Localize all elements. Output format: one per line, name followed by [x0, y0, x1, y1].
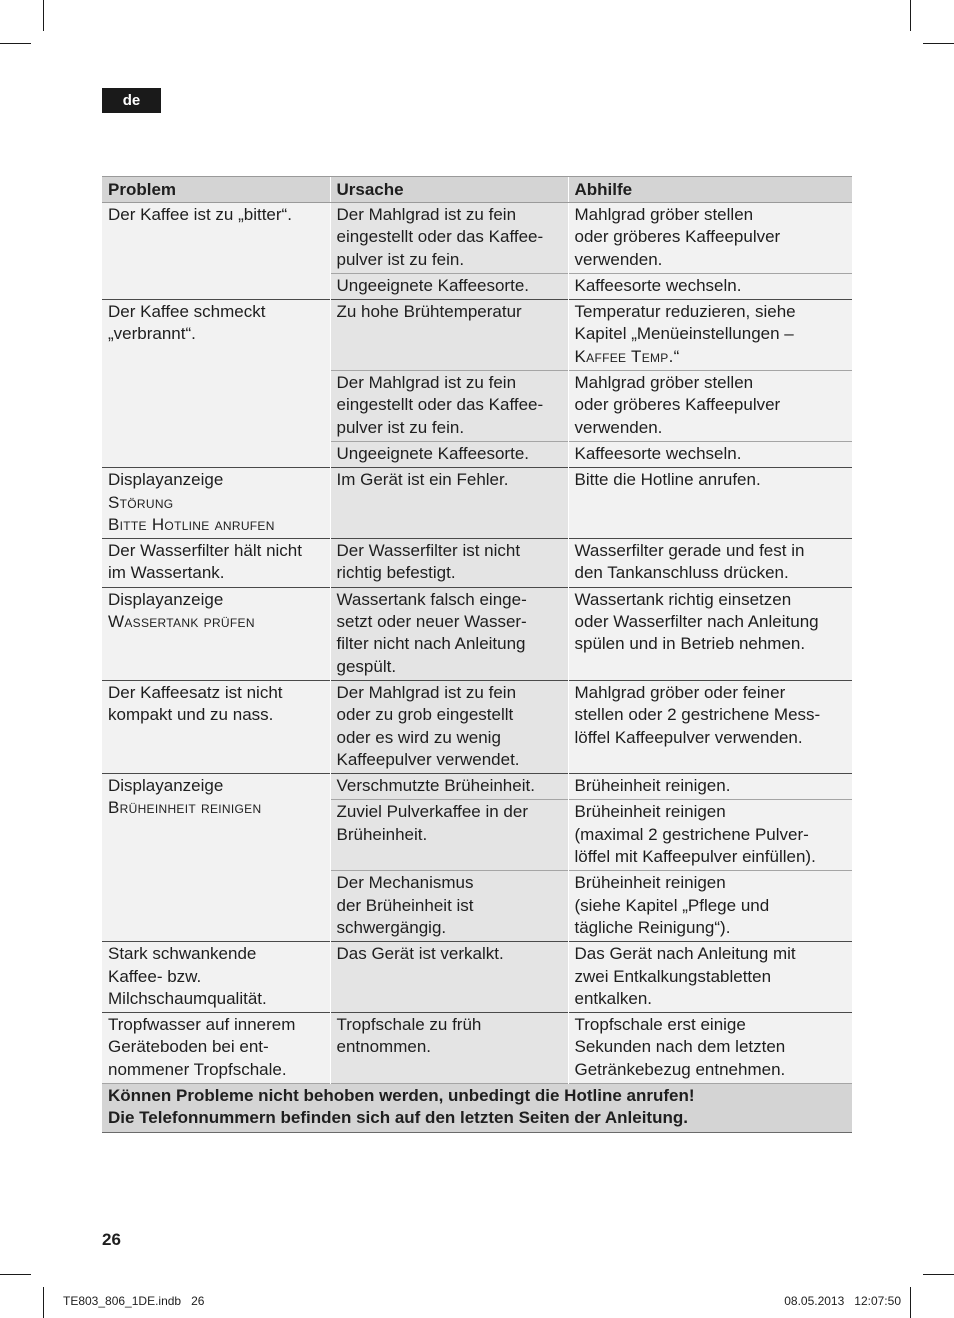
cell-line: schwergängig.	[336, 917, 447, 937]
remedy-cell	[568, 273, 852, 299]
cause-cell	[330, 774, 568, 800]
remedy-cell	[568, 1013, 852, 1084]
header-cause: Ursache	[330, 177, 568, 203]
cell-line: spülen und in Betrieb nehmen.	[574, 634, 806, 654]
cell-line: Das Gerät nach Anleitung mit	[574, 944, 796, 964]
cause-cell	[330, 273, 568, 299]
display-message-line: Störung	[108, 492, 174, 512]
closing-quote: “	[673, 346, 680, 366]
cell-line: Sekunden nach dem letzten	[574, 1037, 786, 1057]
cell-line: filter nicht nach Anleitung	[336, 634, 526, 654]
table-row	[102, 680, 852, 773]
cell-line: Im Gerät ist ein Fehler.	[336, 470, 509, 490]
cell-line: verwenden.	[574, 249, 663, 269]
cell-line: Geräteboden bei ent-	[108, 1037, 269, 1057]
cell-line: Wassertank falsch einge-	[336, 589, 527, 609]
cell-line: entnommen.	[336, 1037, 431, 1057]
cell-line	[575, 346, 849, 368]
remedy-cell	[568, 680, 852, 773]
remedy-cell	[568, 871, 852, 942]
problem-cell	[102, 539, 330, 588]
crop-mark-bottom-right-horizontal	[923, 1274, 954, 1275]
cause-cell	[330, 539, 568, 588]
cell-line: Mahlgrad gröber oder feiner	[574, 682, 786, 702]
cell-line: stellen oder 2 gestrichene Mess-	[574, 705, 821, 725]
table-row	[102, 203, 852, 274]
remedy-cell	[568, 539, 852, 588]
problem-cell	[102, 468, 330, 539]
cell-line: Der Mechanismus	[336, 873, 474, 893]
problem-cell	[102, 203, 330, 300]
cause-cell	[330, 942, 568, 1013]
page-number: 26	[102, 1230, 121, 1249]
cell-line: kompakt und zu nass.	[108, 705, 274, 725]
cell-line: Bitte die Hotline anrufen.	[574, 470, 761, 490]
cause-cell	[330, 441, 568, 467]
table-row	[102, 539, 852, 588]
cause-cell	[330, 680, 568, 773]
problem-cell	[102, 587, 330, 680]
cell-line: Brüheinheit reinigen	[574, 802, 726, 822]
cell-line: der Brüheinheit ist	[336, 895, 474, 915]
cell-line: pulver ist zu fein.	[336, 417, 465, 437]
cell-line: Brüheinheit reinigen	[574, 873, 726, 893]
cell-line: Der Wasserfilter hält nicht	[108, 541, 302, 561]
table-row	[102, 300, 852, 371]
cell-line: Kaffee- bzw.	[108, 966, 202, 986]
cell-line: Zuviel Pulverkaffee in der	[336, 802, 529, 822]
print-slug-date: 08.05.2013 12:07:50	[784, 1294, 901, 1308]
cell-line: Tropfschale zu früh	[336, 1015, 482, 1035]
cell-line: (siehe Kapitel „Pflege und	[574, 895, 770, 915]
cause-cell	[330, 300, 568, 371]
cell-line: Der Mahlgrad ist zu fein	[336, 373, 517, 393]
header-problem: Problem	[102, 177, 330, 203]
troubleshooting-table	[102, 176, 852, 1133]
cell-line: „verbrannt“.	[108, 324, 196, 344]
cell-line: Der Mahlgrad ist zu fein	[336, 205, 517, 224]
remedy-cell	[568, 942, 852, 1013]
cell-line: pulver ist zu fein.	[336, 249, 465, 269]
table-row	[102, 468, 852, 539]
hotline-notice-row	[102, 1083, 852, 1132]
crop-mark-top-right-horizontal	[923, 43, 954, 44]
cell-line: eingestellt oder das Kaffee-	[336, 227, 544, 247]
cell-line: den Tankanschluss drücken.	[574, 563, 789, 583]
hotline-notice	[102, 1083, 852, 1132]
problem-cell	[102, 1013, 330, 1084]
cell-line: Der Kaffee ist zu „bitter“.	[108, 205, 292, 224]
crop-mark-top-left-vertical	[43, 0, 44, 31]
cell-line: entkalken.	[574, 988, 652, 1008]
cell-line: oder es wird zu wenig	[336, 727, 501, 747]
table-row	[102, 774, 852, 800]
cell-line: oder gröberes Kaffeepulver	[574, 395, 781, 415]
cell-line: richtig befestigt.	[336, 563, 456, 583]
crop-mark-bottom-left-horizontal	[0, 1274, 31, 1275]
cell-line: Getränkebezug entnehmen.	[574, 1059, 786, 1079]
problem-cell	[102, 774, 330, 942]
cell-line: Tropfschale erst einige	[574, 1015, 746, 1035]
cell-line: im Wassertank.	[108, 563, 225, 583]
cause-cell	[330, 1013, 568, 1084]
cell-line: Das Gerät ist verkalkt.	[336, 944, 504, 964]
cell-line: Milchschaumqualität.	[108, 988, 267, 1008]
cell-line: Der Wasserfilter ist nicht	[336, 541, 521, 561]
cell-line: Der Kaffeesatz ist nicht	[108, 682, 283, 702]
problem-cell	[102, 300, 330, 468]
cause-cell	[330, 871, 568, 942]
cell-line: oder gröberes Kaffeepulver	[574, 227, 781, 247]
crop-mark-top-right-vertical	[910, 0, 911, 31]
cell-line: oder Wasserfilter nach Anleitung	[574, 612, 819, 632]
cause-cell	[330, 800, 568, 871]
cell-line: Displayanzeige	[108, 470, 224, 490]
hotline-notice-line: Können Probleme nicht behoben werden, unbedingt die Hotline anrufen!	[108, 1085, 695, 1105]
cell-line: löffel Kaffeepulver verwenden.	[574, 727, 803, 747]
cell-line: Displayanzeige	[108, 776, 224, 796]
cell-line: Mahlgrad gröber stellen	[574, 205, 754, 224]
cell-line: Temperatur reduzieren, siehe	[574, 302, 796, 322]
remedy-cell	[568, 468, 852, 539]
cell-line: eingestellt oder das Kaffee-	[336, 395, 544, 415]
cell-line: Mahlgrad gröber stellen	[574, 373, 754, 393]
cell-line: oder zu grob eingestellt	[336, 705, 514, 725]
cell-line: Kapitel „Menüeinstellungen –	[574, 324, 794, 344]
cell-line: gespült.	[336, 656, 397, 676]
crop-mark-top-left-horizontal	[0, 43, 31, 44]
cell-line: Verschmutzte Brüheinheit.	[336, 776, 535, 796]
print-slug-file: TE803_806_1DE.indb 26	[63, 1294, 205, 1308]
header-remedy: Abhilfe	[568, 177, 852, 203]
language-tab: de	[102, 88, 161, 113]
cell-line: nommener Tropfschale.	[108, 1059, 287, 1079]
cell-line: Kaffeesorte wechseln.	[574, 275, 742, 295]
cell-line: Stark schwankende	[108, 944, 257, 964]
cause-cell	[330, 371, 568, 442]
cell-line: (maximal 2 gestrichene Pulver-	[574, 824, 809, 844]
cell-line: Brüheinheit reinigen.	[574, 776, 731, 796]
display-message-line: Bitte Hotline anrufen	[108, 514, 275, 534]
crop-mark-bottom-right-vertical	[910, 1287, 911, 1318]
table-row	[102, 942, 852, 1013]
table-row	[102, 587, 852, 680]
remedy-cell	[568, 203, 852, 274]
cell-line: Ungeeignete Kaffeesorte.	[336, 275, 529, 295]
cell-line: Ungeeignete Kaffeesorte.	[336, 443, 529, 463]
remedy-cell	[568, 441, 852, 467]
remedy-cell	[568, 800, 852, 871]
hotline-notice-line: Die Telefonnummern befinden sich auf den letzten Seiten der Anleitung.	[108, 1108, 688, 1128]
cell-line: Kaffeesorte wechseln.	[574, 443, 742, 463]
cell-line: Wassertank richtig einsetzen	[574, 589, 792, 609]
remedy-cell	[568, 300, 852, 371]
cause-cell	[330, 468, 568, 539]
cell-line: verwenden.	[574, 417, 663, 437]
table-body	[102, 203, 852, 1084]
cause-cell	[330, 587, 568, 680]
cell-line: Der Mahlgrad ist zu fein	[336, 682, 517, 702]
display-message-line: Wassertank prüfen	[108, 612, 255, 632]
problem-cell	[102, 942, 330, 1013]
cell-line: Zu hohe Brühtemperatur	[336, 302, 522, 322]
remedy-cell	[568, 587, 852, 680]
cell-line: zwei Entkalkungstabletten	[574, 966, 772, 986]
display-message-line: Brüheinheit reinigen	[108, 798, 262, 818]
table-row	[102, 1013, 852, 1084]
remedy-cell	[568, 774, 852, 800]
crop-mark-bottom-left-vertical	[43, 1287, 44, 1318]
cell-line: Brüheinheit.	[336, 824, 428, 844]
cell-line: setzt oder neuer Wasser-	[336, 612, 527, 632]
cell-line: Kaffeepulver verwendet.	[336, 749, 520, 769]
menu-reference: Kaffee Temp.	[574, 346, 674, 366]
cell-line: Displayanzeige	[108, 589, 224, 609]
cell-line: löffel mit Kaffeepulver einfüllen).	[574, 847, 816, 867]
table-header-row	[102, 177, 852, 203]
cell-line: Der Kaffee schmeckt	[108, 302, 266, 322]
cell-line: Tropfwasser auf innerem	[108, 1015, 296, 1035]
cell-line: tägliche Reinigung“).	[574, 917, 731, 937]
remedy-cell	[568, 371, 852, 442]
problem-cell	[102, 680, 330, 773]
cause-cell	[330, 203, 568, 274]
cell-line: Wasserfilter gerade und fest in	[574, 541, 805, 561]
